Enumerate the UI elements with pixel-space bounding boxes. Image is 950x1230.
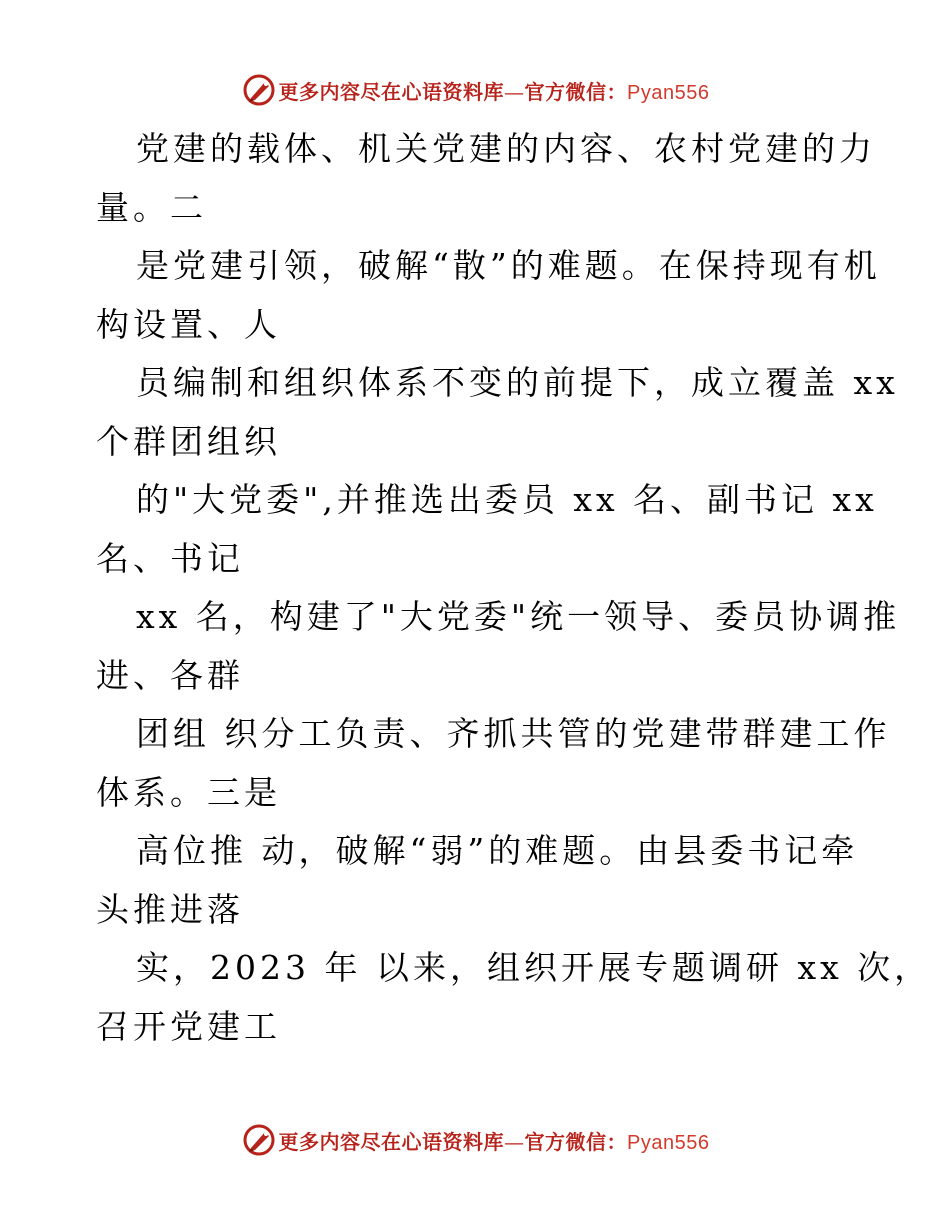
- banner-wechat-label: 官方微信：: [524, 1129, 628, 1154]
- body-line: 实，2023 年 以来，组织开展专题调研 xx 次，: [136, 948, 932, 987]
- body-line: 头推进落: [96, 889, 244, 929]
- body-line: 构设置、人: [96, 304, 281, 344]
- banner-wechat-id: Pyan556: [627, 1131, 710, 1154]
- body-line: 团组 织分工负责、齐抓共管的党建带群建工作: [136, 714, 891, 753]
- document-body: [96, 120, 932, 1056]
- body-line: 的"大党委",并推选出委员 xx 名、副书记 xx: [136, 480, 878, 519]
- body-line: 进、各群: [96, 655, 244, 695]
- body-line: 个群团组织: [96, 421, 281, 461]
- pen-logo-icon: [241, 1122, 277, 1158]
- footer-watermark-banner: [0, 1120, 950, 1160]
- banner-separator: —: [504, 79, 525, 104]
- banner-wechat-label: 官方微信：: [524, 79, 628, 104]
- body-line: 高位推 动，破解“弱”的难题。由县委书记牵: [136, 831, 859, 870]
- body-line: 召开党建工: [96, 1006, 281, 1046]
- body-line: 量。二: [96, 187, 207, 227]
- body-line: 党建的载体、机关党建的内容、农村党建的力: [136, 129, 876, 168]
- banner-site-text: 更多内容尽在心语资料库: [278, 79, 505, 104]
- banner-wechat-id: Pyan556: [627, 81, 710, 104]
- body-line: 名、书记: [96, 538, 244, 578]
- banner-site-text: 更多内容尽在心语资料库: [278, 1129, 505, 1154]
- body-line: 体系。三是: [96, 772, 281, 812]
- header-watermark-banner: [0, 70, 950, 110]
- banner-separator: —: [504, 1129, 525, 1154]
- body-line: 员编制和组织体系不变的前提下，成立覆盖 xx: [136, 363, 899, 402]
- pen-logo-icon: [241, 72, 277, 108]
- body-line: xx 名，构建了"大党委"统一领导、委员协调推: [136, 597, 901, 636]
- body-line: 是党建引领，破解“散”的难题。在保持现有机: [136, 246, 881, 285]
